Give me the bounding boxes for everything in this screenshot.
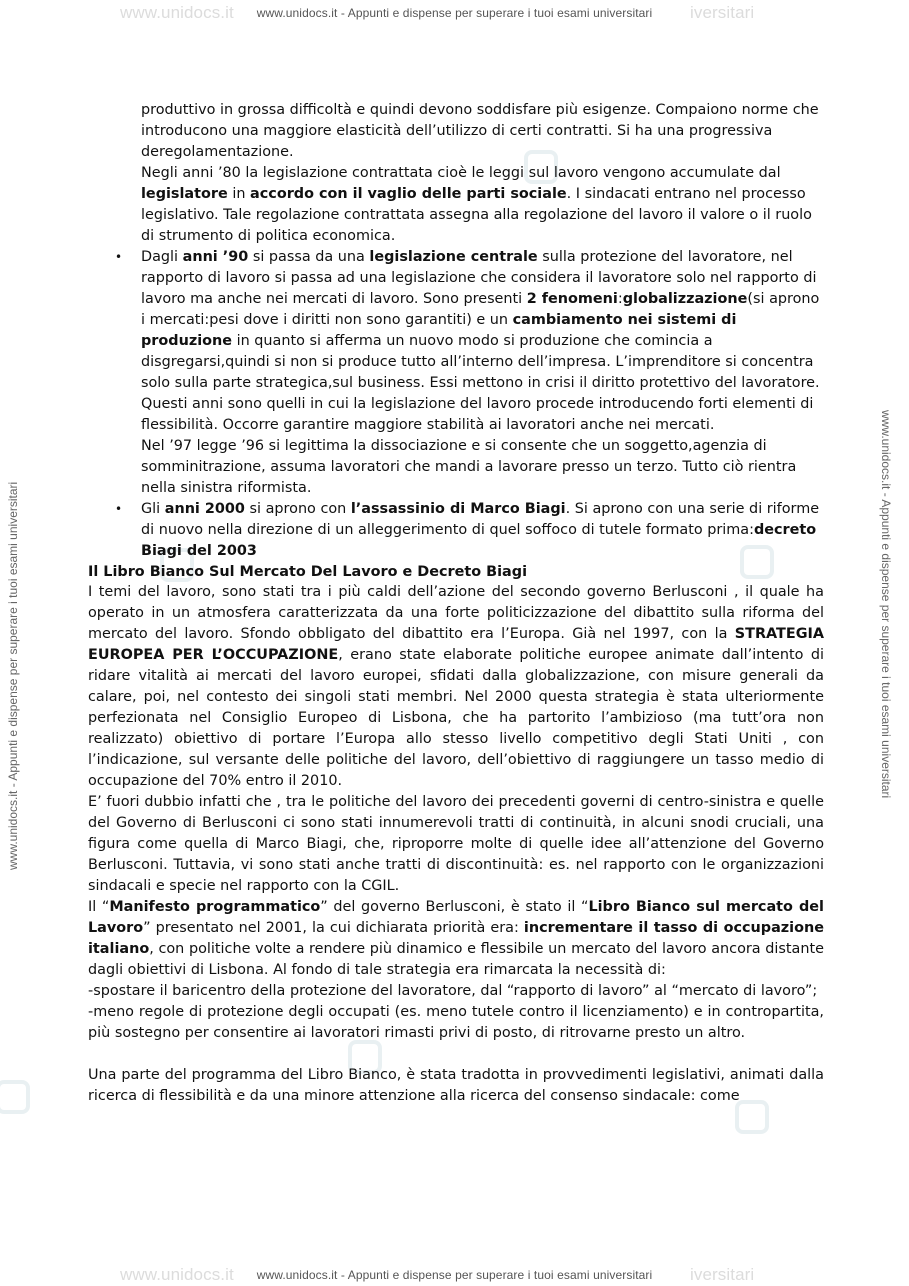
list-item: • Dagli anni ’90 si passa da una legislazione centrale sulla protezione del lavoratore, nel rapporto di lavoro si passa ad una legislazione che considera il lavoratore solo nel rapporto di lavoro ma anche nei mercati di lavoro. Sono presenti 2 fenomeni:globalizzazione(si aprono i mercati:pesi dove i diritti non sono garantiti) e un cambiamento nei sistemi di produzione in quanto si afferma un nuovo modo si produzione che comincia a disgregarsi,quindi si non si produce tutto all’interno dell’impresa. L’imprenditore si concentra solo sulla parte strategica,sul business. Essi mettono in crisi il diritto protettivo del lavoratore. Questi anni sono quelli in cui la legislazione del lavoro procede introducendo forti elementi di flessibilità. Occorre garantire maggiore stabilità ai lavoratori anche nei mercati. bbox=[115, 249, 820, 433]
bullet-icon: • bbox=[115, 502, 123, 516]
footer-banner-text: www.unidocs.it - Appunti e dispense per superare i tuoi esami universitari bbox=[256, 1268, 653, 1282]
ghost-watermark-right: iversitari bbox=[690, 3, 755, 22]
paragraph: -spostare il baricentro della protezione del lavoratore, dal “rapporto di lavoro” al “mercato di lavoro”; bbox=[88, 983, 818, 999]
paragraph: Una parte del programma del Libro Bianco, è stata tradotta in provvedimenti legislativi, animati dalla ricerca di flessibilità e da una minore attenzione alla ricerca del consenso sindacale: come bbox=[88, 1067, 824, 1104]
paragraph: Negli anni ’80 la legislazione contrattata cioè le leggi sul lavoro vengono accumulate dal legislatore in accordo con il vaglio delle parti sociale. I sindacati entrano nel processo legislativo. Tale regolazione contrattata assegna alla regolazione del lavoro il valore o il ruolo di strumento di politica economica. bbox=[141, 165, 812, 244]
header-banner bbox=[0, 3, 909, 22]
paragraph: E’ fuori dubbio infatti che , tra le politiche del lavoro dei precedenti governi di centro-sinistra e quelle del Governo di Berlusconi ci sono stati innumerevoli tratti di continuità, in alcuni snodi cruciali, una figura come quella di Marco Biagi, che, riproporre molte di quelle idee all’attenzione del Governo Berlusconi. Tuttavia, vi sono stati anche tratti di discontinuità: es. nel rapporto con le organizzazioni sindacali e specie nel rapporto con la CGIL. bbox=[88, 794, 824, 894]
list-item: • Gli anni 2000 si aprono con l’assassinio di Marco Biagi. Si aprono con una serie di riforme di nuovo nella direzione di un alleggerimento di quel soffoco di tutele formato prima:decreto Biagi del 2003 bbox=[115, 501, 820, 559]
side-watermark-left: www.unidocs.it - Appunti e dispense per superare i tuoi esami universitari bbox=[6, 481, 20, 870]
ghost-watermark-left: www.unidocs.it bbox=[120, 3, 234, 22]
ghost-watermark-left: www.unidocs.it bbox=[120, 1265, 234, 1284]
header-banner-text: www.unidocs.it - Appunti e dispense per superare i tuoi esami universitari bbox=[256, 6, 653, 20]
paragraph: produttivo in grossa difficoltà e quindi devono soddisfare più esigenze. Compaiono norme che introducono una maggiore elasticità dell’utilizzo di certi contratti. Si ha una progressiva deregolamentazione. bbox=[141, 102, 819, 160]
ghost-watermark-right: iversitari bbox=[690, 1265, 755, 1284]
side-watermark-right: www.unidocs.it - Appunti e dispense per superare i tuoi esami universitari bbox=[879, 410, 893, 799]
paragraph: Nel ’97 legge ’96 si legittima la dissociazione e si consente che un soggetto,agenzia di somminitrazione, assuma lavoratori che mandi a lavorare presso un terzo. Tutto ciò rientra nella sinistra riformista. bbox=[141, 438, 797, 496]
paragraph: Il “Manifesto programmatico” del governo Berlusconi, è stato il “Libro Bianco sul mercato del Lavoro” presentato nel 2001, la cui dichiarata priorità era: incrementare il tasso di occupazione italiano, con politiche volte a rendere più dinamico e flessibile un mercato del lavoro ancora distante dagli obiettivi di Lisbona. Al fondo di tale strategia era rimarcata la necessità di: bbox=[88, 899, 824, 978]
paragraph: -meno regole di protezione degli occupati (es. meno tutele contro il licenziamento) e in contropartita, più sostegno per consentire ai lavoratori rimasti privi di posto, di ritrovarne presto un altro. bbox=[88, 1004, 824, 1041]
paragraph: I temi del lavoro, sono stati tra i più caldi dell’azione del secondo governo Berlusconi , il quale ha operato in un atmosfera caratterizzata da una forte politicizzazione del dibattito sulla riforma del mercato del lavoro. Sfondo obbligato del dibattito era l’Europa. Già nel 1997, con la STRATEGIA EUROPEA PER L’OCCUPAZIONE, erano state elaborate politiche europee animate dall’intento di ridare vitalità ai mercati del lavoro europei, sfidati dalla globalizzazione, con misure generali da calare, poi, nel contesto dei singoli stati membri. Nel 2000 questa strategia è stata ulteriormente perfezionata nel Consiglio Europeo di Lisbona, che ha partorito l’ambizioso (ma tutt’ora non realizzato) obiettivo di portare l’Europa allo stesso livello competitivo degli Stati Uniti , con l’indicazione, sul versante delle politiche del lavoro, dell’obiettivo di raggiungere un tasso medio di occupazione del 70% entro il 2010. bbox=[88, 584, 824, 789]
footer-banner bbox=[0, 1265, 909, 1284]
section-heading: Il Libro Bianco Sul Mercato Del Lavoro e Decreto Biagi bbox=[88, 564, 527, 580]
watermark-logo-icon bbox=[0, 1080, 30, 1114]
bullet-icon: • bbox=[115, 250, 123, 264]
document-body bbox=[88, 100, 824, 1107]
